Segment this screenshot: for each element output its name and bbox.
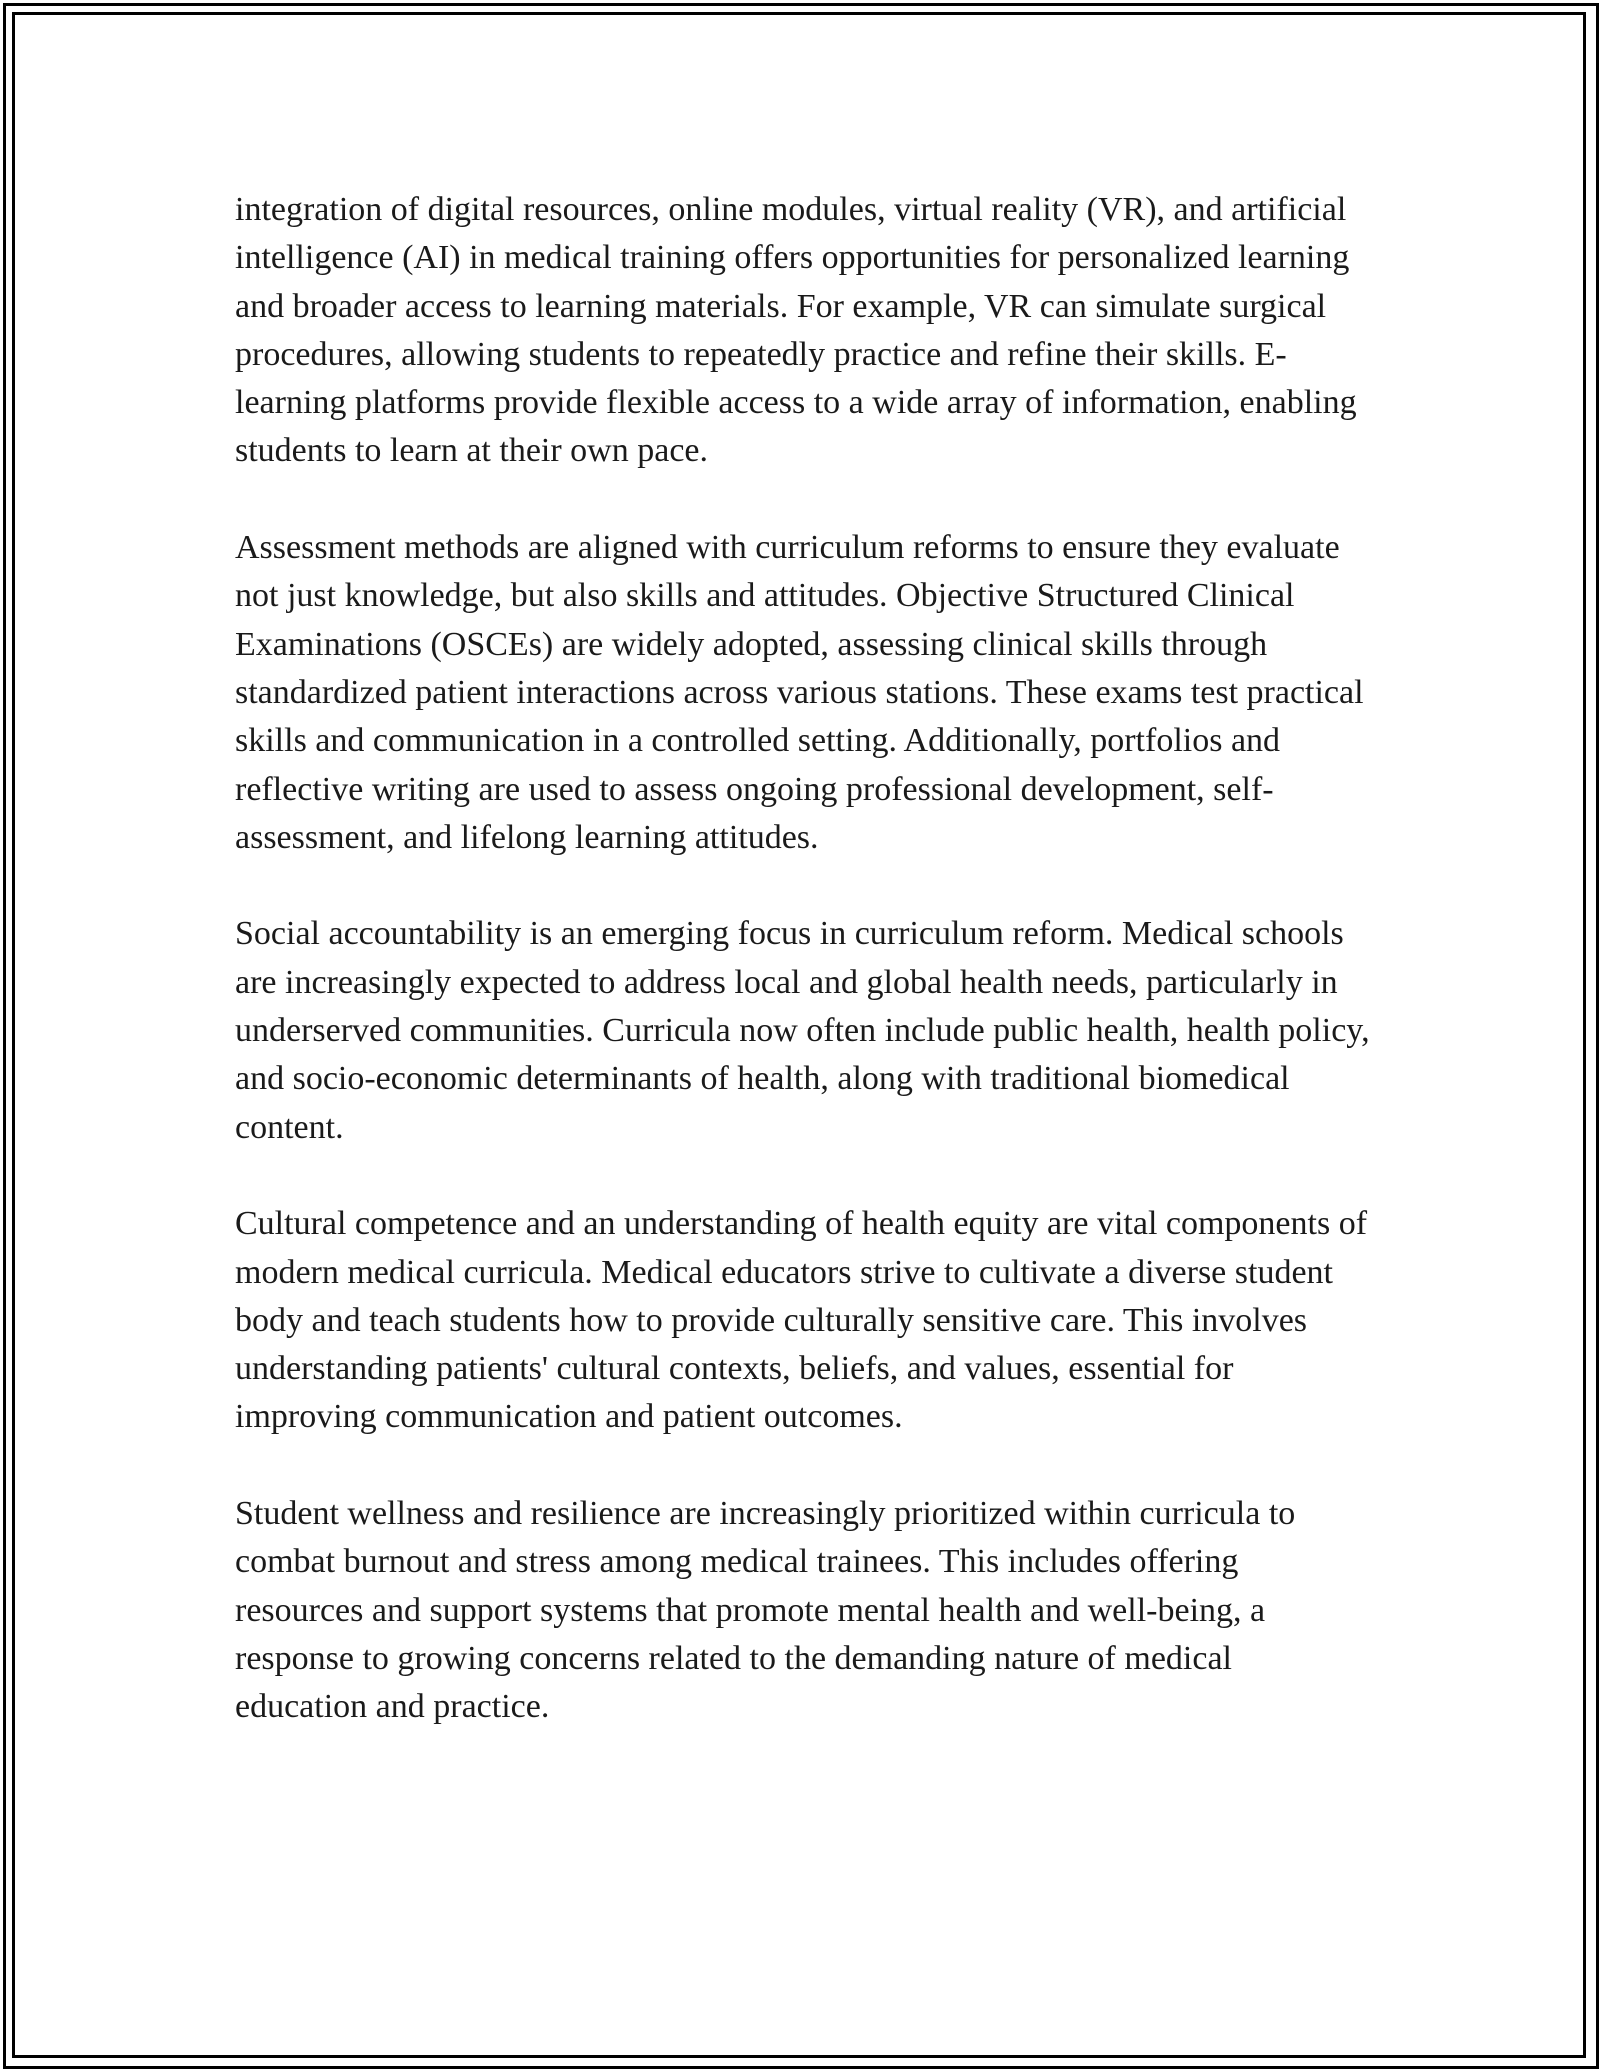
document-body bbox=[235, 186, 1370, 1780]
paragraph-assessment-methods: Assessment methods are aligned with curriculum reforms to ensure they evaluate not just knowledge, but also skills and attitudes. Objective Structured Clinical Examinations (OSCEs) are widely adopted, assessing clinical skills through standardized patient interactions across various stations. These exams test practical skills and communication in a controlled setting. Additionally, portfolios and reflective writing are used to assess ongoing professional development, self-assessment, and lifelong learning attitudes. bbox=[235, 529, 1364, 856]
paragraph-social-accountability: Social accountability is an emerging focus in curriculum reform. Medical schools are increasingly expected to address local and global health needs, particularly in underserved communities. Curricula now often include public health, health policy, and socio-economic determinants of health, along with traditional biomedical content. bbox=[235, 915, 1370, 1146]
paragraph-digital-resources: integration of digital resources, online modules, virtual reality (VR), and artificial intelligence (AI) in medical training offers opportunities for personalized learning and broader access to learning materials. For example, VR can simulate surgical procedures, allowing students to repeatedly practice and refine their skills. E-learning platforms provide flexible access to a wide array of information, enabling students to learn at their own pace. bbox=[235, 191, 1357, 470]
paragraph-student-wellness: Student wellness and resilience are increasingly prioritized within curricula to combat burnout and stress among medical trainees. This includes offering resources and support systems that promote mental health and well-being, a response to growing concerns related to the demanding nature of medical education and practice. bbox=[235, 1495, 1296, 1726]
paragraph-cultural-competence: Cultural competence and an understanding of health equity are vital components of modern medical curricula. Medical educators strive to cultivate a diverse student body and teach students how to provide culturally sensitive care. This involves understanding patients' cultural contexts, beliefs, and values, essential for improving communication and patient outcomes. bbox=[235, 1205, 1368, 1436]
